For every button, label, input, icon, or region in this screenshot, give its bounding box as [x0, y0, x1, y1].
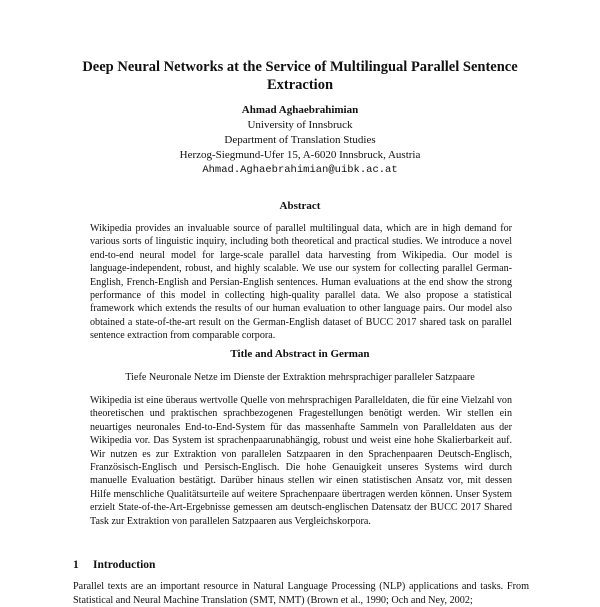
- author-name: Ahmad Aghaebrahimian: [241, 104, 359, 116]
- german-section-heading: Title and Abstract in German: [230, 348, 370, 360]
- abstract-text: Wikipedia provides an invaluable source of parallel multilingual data, which are in high demand for various sorts of linguistic inquiry, including both theoretical and practical studies. We introduce a novel end-to-end neural model for large-scale parallel data harvesting from Wikipedia. Our model is language-independent, robust, and highly scalable. We use our system for collecting parallel German-English, French-English and Persian-English sentences. Human evaluations at the end show the strong performance of this model in collecting high-quality parallel data. We also propose a statistical framework which extends the results of our human evaluation to other language pairs. Our model also obtained a state-of-the-art result on the German-English dataset of BUCC 2017 shared task on parallel sentence extraction from comparable corpora.: [90, 223, 512, 342]
- author-affiliation-department: Department of Translation Studies: [224, 134, 376, 146]
- author-address: Herzog-Siegmund-Ufer 15, A-6020 Innsbruck, Austria: [179, 149, 421, 161]
- introduction-text: Parallel texts are an important resource in Natural Language Processing (NLP) applications and tasks. From Statistical and Neural Machine Translation (SMT, NMT) (Brown et al., 1990; Och and Ney, 2002;: [73, 581, 529, 606]
- author-affiliation-university: University of Innsbruck: [247, 119, 353, 131]
- german-title: Tiefe Neuronale Netze im Dienste der Extraktion mehrsprachiger paralleler Satzpaare: [125, 372, 475, 383]
- section-title: Introduction: [93, 559, 156, 571]
- author-email: Ahmad.Aghaebrahimian@uibk.ac.at: [202, 164, 398, 176]
- section-heading-introduction: [73, 559, 155, 571]
- author-block: [0, 103, 600, 178]
- paper-title: Deep Neural Networks at the Service of Multilingual Parallel Sentence Extraction: [82, 59, 518, 93]
- german-abstract-text: Wikipedia ist eine überaus wertvolle Quelle von mehrsprachigen Paralleldaten, die für eine Vielzahl von theoretischen und praktischen sprachbezogenen Fragestellungen benötigt werden. Wir stellen ein neuartiges neuronales End-to-End-System für das massenhafte Sammeln von Paralleldaten aus der Wikipedia vor. Das System ist sprachenpaarunabhängig, robust und weist eine hohe Skalierbarkeit auf. Wir nutzen es zur Extraktion von parallelen Satzpaaren in den Sprachenpaaren Deutsch-Englisch, Französisch-Englisch und Persisch-Englisch. Die hohe Genauigkeit unseres Systems wird durch manuelle Evaluation bestätigt. Darüber hinaus stellen wir einen statistischen Ansatz vor, mit dessen Hilfe menschliche Qualitätsurteile auf weitere Sprachenpaare übertragen werden können. Unser System erzielt State-of-the-Art-Ergebnisse gemessen am deutsch-englischen Datensatz der BUCC 2017 Shared Task zur Extraktion von parallelen Satzpaaren aus Vergleichskorpora.: [90, 395, 512, 527]
- abstract-heading: Abstract: [279, 200, 321, 212]
- section-number: 1: [73, 559, 79, 571]
